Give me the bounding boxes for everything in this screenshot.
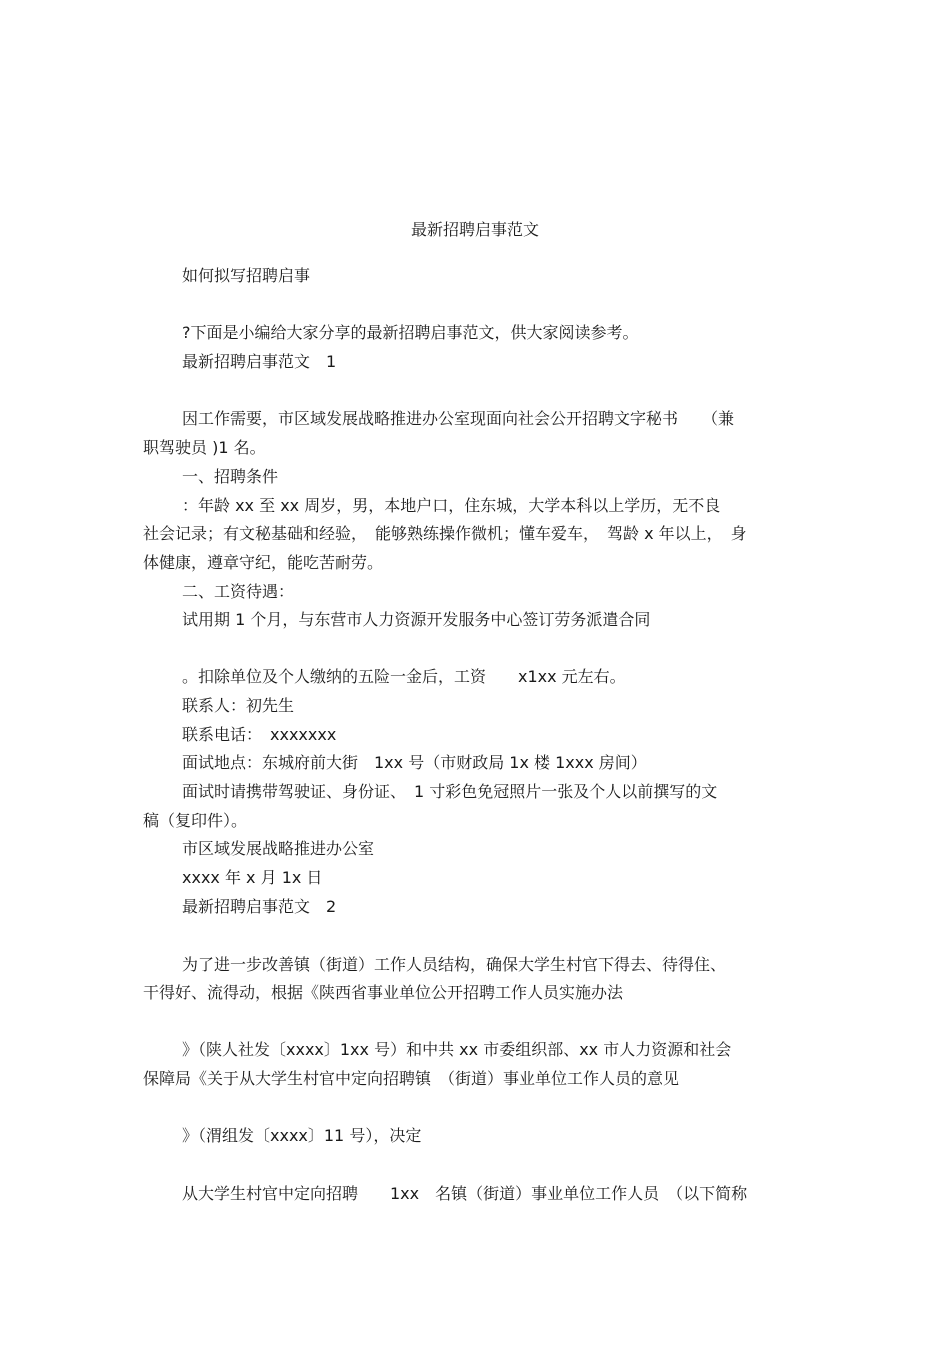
pay-heading: 二、工资待遇： (182, 582, 295, 601)
bring-documents-line: 面试时请携带驾驶证、身份证、 1 寸彩色免冠照片一张及个人以前撰写的文 (182, 782, 718, 801)
conditions-line: 社会记录；有文秘基础和经验， 能够熟练操作微机；懂车爱车， 驾龄 x 年以上， 身 (143, 524, 747, 543)
contact-person: 联系人：初先生 (182, 696, 295, 715)
section1-paragraph-line: 因工作需要，市区域发展战略推进办公室现面向社会公开招聘文字秘书 （兼 (182, 409, 735, 428)
conditions-line: 体健康，遵章守纪，能吃苦耐劳。 (143, 553, 384, 572)
document-title: 最新招聘启事范文 (410, 220, 539, 239)
section2-paragraph-line: 》（渭组发〔xxxx〕11 号），决定 (182, 1126, 422, 1145)
section2-paragraph-line: 保障局《关于从大学生村官中定向招聘镇 （街道）事业单位工作人员的意见 (143, 1069, 680, 1088)
conditions-heading: 一、招聘条件 (182, 467, 279, 486)
section2-paragraph-line: 为了进一步改善镇（街道）工作人员结构，确保大学生村官下得去、待得住、 (182, 955, 727, 974)
pay-line: 。扣除单位及个人缴纳的五险一金后，工资 x1xx 元左右。 (182, 667, 626, 686)
intro-text: ?下面是小编给大家分享的最新招聘启事范文，供大家阅读参考。 (182, 323, 639, 342)
contact-phone: 联系电话： xxxxxxx (182, 725, 337, 744)
section1-paragraph-line: 职驾驶员 )1 名。 (143, 438, 266, 457)
interview-place: 面试地点：东城府前大街 1xx 号（市财政局 1x 楼 1xxx 房间） (182, 753, 647, 772)
conditions-line: ：年龄 xx 至 xx 周岁，男，本地户口，住东城，大学本科以上学历，无不良 (182, 496, 721, 515)
pay-line: 试用期 1 个月，与东营市人力资源开发服务中心签订劳务派遣合同 (182, 610, 651, 629)
section2-paragraph-line: 》（陕人社发〔xxxx〕1xx 号）和中共 xx 市委组织部、xx 市人力资源和社会 (182, 1040, 732, 1059)
document-subtitle: 如何拟写招聘启事 (182, 266, 311, 285)
signature-office: 市区域发展战略推进办公室 (182, 839, 375, 858)
section2-paragraph-line: 从大学生村官中定向招聘 1xx 名镇（街道）事业单位工作人员 （以下简称 (182, 1184, 748, 1203)
section2-paragraph-line: 干得好、流得动，根据《陕西省事业单位公开招聘工作人员实施办法 (143, 983, 624, 1002)
section2-heading: 最新招聘启事范文 2 (182, 897, 337, 916)
bring-documents-line: 稿（复印件）。 (143, 811, 248, 830)
signature-date: xxxx 年 x 月 1x 日 (182, 868, 323, 887)
section1-heading: 最新招聘启事范文 1 (182, 352, 337, 371)
